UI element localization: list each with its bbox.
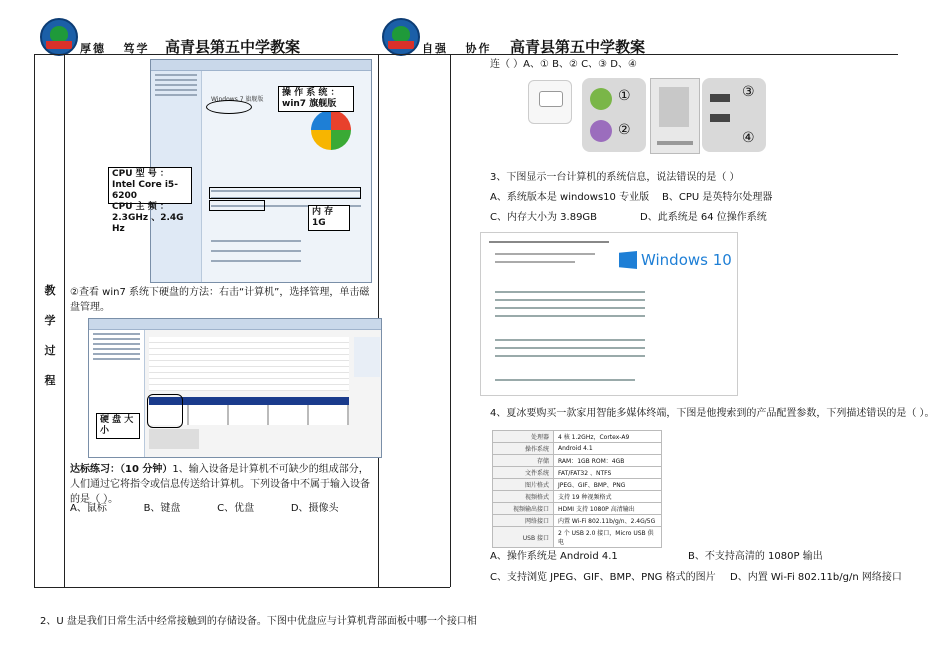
q3-option-a: A、系统版本是 windows10 专业版 [490, 192, 650, 203]
table-border-right [450, 55, 451, 587]
windows10-logo-icon [619, 251, 637, 269]
memory-highlight-box [209, 200, 265, 211]
q3-option-c: C、内存大小为 3.89GB [490, 212, 598, 223]
table-border-bottom [34, 587, 450, 588]
callout-cpu-model: CPU 型 号 ： Intel Core i5-6200 [108, 167, 192, 204]
header-school-left: 高青县第五中学教案 [165, 38, 301, 56]
table-row: 处理器 4 核 1.2GHz，Cortex-A9 [493, 431, 662, 443]
table-border-left [34, 55, 35, 587]
header-school-right: 高青县第五中学教案 [510, 38, 646, 56]
q4-option-a: A、操作系统是 Android 4.1 [490, 551, 618, 562]
school-logo-left-icon [40, 18, 78, 56]
school-logo-right-icon [382, 18, 420, 56]
option-a: A、鼠标 [70, 503, 107, 514]
usb-drive-image [528, 80, 572, 124]
step2-text: ②查看 win7 系统下硬盘的方法：右击“计算机”，选择管理，单击磁盘管理。 [70, 287, 370, 313]
practice-title: 达标练习：（10 分钟） [70, 464, 173, 475]
win10-system-screenshot [480, 232, 738, 396]
table-row: 视频格式 支持 19 种视频格式 [493, 491, 662, 503]
window-titlebar [89, 319, 381, 330]
table-row: 图片格式 JPEG、GIF、BMP、PNG [493, 479, 662, 491]
header-motto-right: 自强 协作 [422, 42, 492, 55]
question-3: 3、下图显示一台计算机的系统信息，说法错误的是（ ） [490, 172, 740, 183]
windows-logo-icon [311, 110, 351, 150]
callout-cpu-freq: CPU 主 频 ： 2.3GHz 、2.4G Hz [112, 202, 184, 234]
volume-list [149, 337, 349, 391]
question-2: 2、U 盘是我们日常生活中经常接触到的存储设备。下图中优盘应与计算机背部面板中哪一个接口相 [40, 616, 477, 627]
question-1-text: 1、输入设备是计算机不可缺少的组成部分，人们通过它将指令或信息传送给计算机。下列设备中不属于输入设备的是（ ）。 [70, 464, 370, 505]
ps2-ports-image [582, 78, 646, 152]
q4-option-b: B、不支持高清的 1080P 输出 [688, 551, 823, 562]
question-1-options [70, 501, 376, 516]
window-titlebar [151, 60, 371, 71]
table-row: USB 接口 2 个 USB 2.0 接口，Micro USB 供电 [493, 527, 662, 548]
side-label-char: 学 [44, 314, 56, 327]
q4-option-d: D、内置 Wi-Fi 802.11b/g/n 网络接口 [730, 572, 902, 583]
cpu-highlight-box [209, 187, 361, 199]
win10-logo-text: Windows 10 [641, 251, 732, 269]
question-2-continued: 连（ ）A、① B、② C、③ D、④ [490, 59, 637, 70]
port-3-label: ③ [742, 84, 755, 100]
cdrom-box [149, 429, 199, 449]
side-label-char: 程 [44, 374, 56, 387]
port-2-label: ② [618, 122, 631, 138]
q3-option-b: B、CPU 是英特尔处理器 [662, 192, 773, 203]
product-spec-table [492, 430, 662, 548]
side-label-char: 过 [44, 344, 56, 357]
callout-disk: 硬 盘 大 小 [96, 413, 140, 439]
table-border-label [64, 55, 65, 587]
edition-highlight-ellipse [206, 100, 252, 114]
table-row: 操作系统 Android 4.1 [493, 443, 662, 455]
q3-option-d: D、此系统是 64 位操作系统 [640, 212, 767, 223]
table-row: 网络接口 内置 Wi-Fi 802.11b/g/n、2.4G/5G [493, 515, 662, 527]
header-motto-left: 厚德 笃学 [80, 42, 150, 55]
side-label [42, 276, 58, 396]
option-c: C、优盘 [217, 503, 255, 514]
callout-memory: 内 存 1G [308, 205, 350, 231]
computer-case-image [650, 78, 700, 154]
port-4-label: ④ [742, 130, 755, 146]
table-row: 存储 RAM：1GB ROM：4GB [493, 455, 662, 467]
question-4: 4、夏冰要购买一款家用智能多媒体终端，下图是他搜索到的产品配置参数，下列描述错误的是（ ）。 [490, 408, 935, 419]
option-d: D、摄像头 [290, 503, 339, 514]
actions-pane [354, 337, 380, 377]
table-row: 视频输出接口 HDMI 支持 1080P 高清输出 [493, 503, 662, 515]
callout-os: 操 作 系 统 ： win7 旗舰版 [278, 86, 354, 112]
usb-ports-image [702, 78, 766, 152]
port-1-label: ① [618, 88, 631, 104]
disk-size-highlight [147, 394, 183, 428]
table-row: 文件系统 FAT/FAT32 、NTFS [493, 467, 662, 479]
option-b: B、键盘 [143, 503, 181, 514]
side-label-char: 教 [44, 284, 56, 297]
header-rule-right [378, 54, 898, 55]
q4-option-c: C、支持浏览 JPEG、GIF、BMP、PNG 格式的图片 [490, 572, 716, 583]
win7-edition-text: Windows 7 旗舰版 [211, 96, 264, 103]
